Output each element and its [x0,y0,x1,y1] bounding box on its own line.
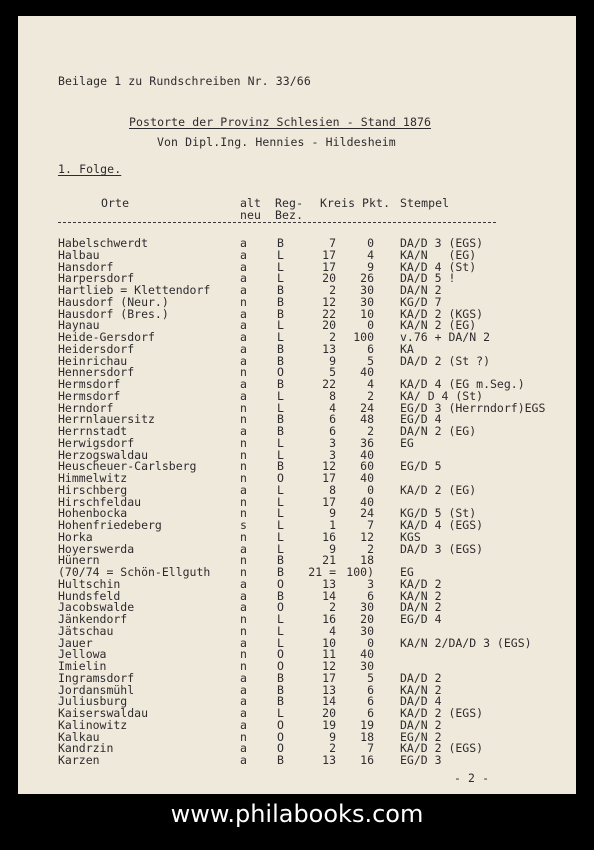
cell-stempel: EG/D 4 [400,612,442,626]
cell-ort: Imielin [58,659,107,673]
cell-alt: a [240,424,247,438]
cell-kreis: 22 [322,377,336,391]
cell-reg: L [277,388,284,403]
cell-pkt: 30 [360,294,374,309]
cell-stempel: DA/D 4 [400,694,442,709]
cell-alt: a [240,377,247,391]
cell-reg: B [277,306,284,321]
cell-ort: Herndorf [58,400,114,415]
cell-pkt: 40 [360,365,374,380]
cell-pkt: 6 [367,341,374,356]
cell-pkt: 0 [367,236,374,250]
cell-ort: Kandrzin [58,741,114,756]
cell-stempel: KGS [400,529,421,544]
cell-stempel: KA/ D 4 (St) [400,388,484,403]
cell-alt: n [240,647,247,662]
cell-stempel: KA/N 2 (EG) [400,318,477,333]
cell-ort: Jellowa [58,647,107,662]
cell-stempel: KA/D 2 (EGS) [400,741,484,756]
cell-ort: Hansdorf [58,259,114,274]
cell-reg: B [277,553,284,568]
cell-kreis: 3 [329,435,336,450]
cell-kreis: 11 [322,647,336,662]
cell-pkt: 0 [367,318,374,333]
cell-pkt: 5 [367,353,374,368]
col-header-pkt: Pkt. [362,196,391,210]
cell-alt: a [240,753,247,767]
cell-stempel: EG/D 4 [400,412,442,427]
watermark: www.philabooks.com [170,800,424,828]
cell-reg: O [277,647,284,662]
cell-kreis: 10 [322,635,336,650]
cell-stempel: KA/N 2 [400,682,442,697]
cell-ort: Halbau [58,247,100,262]
cell-alt: n [240,529,247,544]
cell-alt: n [240,400,247,415]
col-header-orte: Orte [101,196,130,210]
cell-pkt: 60 [360,459,374,474]
cell-kreis: 20 [322,706,336,720]
cell-alt: a [240,318,247,333]
cell-pkt: 0 [367,482,374,497]
cell-pkt: 40 [360,494,374,509]
cell-kreis: 21 = [308,565,336,579]
cell-alt: a [240,706,247,720]
cell-stempel: DA/D 5 ! [400,271,456,286]
cell-kreis: 1 [329,518,336,532]
cell-kreis: 16 [322,529,336,544]
cell-kreis: 17 [322,670,336,685]
cell-reg: O [277,365,284,380]
cell-stempel: KA [400,341,414,356]
cell-pkt: 16 [360,753,374,767]
cell-ort: Heuscheuer-Carlsberg [58,459,197,474]
cell-reg: L [277,435,284,450]
cell-stempel: KA/N (EG) [400,247,477,262]
cell-stempel: KA/D 2 (KGS) [400,306,484,321]
cell-reg: L [277,635,284,650]
cell-kreis: 20 [322,318,336,333]
cell-reg: O [277,600,284,615]
cell-pkt: 40 [360,647,374,662]
beilage-line: Beilage 1 zu Rundschreiben Nr. 33/66 [58,74,311,88]
cell-reg: O [277,717,284,732]
cell-ort: Herzogswaldau [58,447,149,462]
page-number: - 2 - [454,771,490,785]
cell-ort: Jacobswalde [58,600,135,615]
cell-kreis: 4 [329,400,336,415]
cell-pkt: 3 [367,576,374,591]
cell-ort: Hoyerswerda [58,541,135,556]
col-header-stempel: Stempel [400,196,450,210]
cell-kreis: 9 [329,729,336,744]
cell-reg: B [277,377,284,391]
cell-alt: a [240,247,247,262]
cell-pkt: 30 [360,659,374,673]
cell-pkt: 26 [360,271,374,286]
cell-alt: a [240,682,247,697]
cell-alt: a [240,271,247,286]
cell-alt: n [240,659,247,673]
cell-pkt: 7 [367,518,374,532]
cell-reg: L [277,494,284,509]
cell-pkt: 40 [360,447,374,462]
cell-stempel: EG/D 3 [400,753,442,767]
cell-kreis: 13 [322,682,336,697]
cell-pkt: 2 [367,388,374,403]
col-header-alt: alt [240,196,262,210]
cell-pkt: 10 [360,306,374,321]
cell-stempel: KA/D 2 [400,576,442,591]
cell-ort: Heide-Gersdorf [58,330,155,344]
cell-reg: B [277,588,284,603]
cell-reg: L [277,318,284,333]
cell-kreis: 13 [322,753,336,767]
cell-ort: Jänkendorf [58,612,128,626]
cell-alt: n [240,612,247,626]
cell-kreis: 17 [322,247,336,262]
cell-ort: Herrnstadt [58,424,128,438]
cell-reg: L [277,623,284,638]
cell-stempel: KA/N 2/DA/D 3 (EGS) [400,635,532,650]
cell-pkt: 40 [360,471,374,485]
cell-stempel: DA/N 2 [400,717,442,732]
cell-alt: n [240,623,247,638]
cell-reg: B [277,283,284,297]
cell-alt: a [240,306,247,321]
cell-ort: Habelschwerdt [58,236,149,250]
cell-kreis: 16 [322,612,336,626]
cell-kreis: 5 [329,365,336,380]
cell-ort: Hirschberg [58,482,128,497]
cell-kreis: 2 [329,330,336,344]
cell-pkt: 6 [367,588,374,603]
cell-stempel: EG/D 5 [400,459,442,474]
cell-reg: L [277,506,284,521]
cell-stempel: EG [400,565,414,579]
col-header-kreis: Kreis [320,196,356,210]
cell-alt: a [240,694,247,709]
cell-alt: n [240,494,247,509]
cell-reg: L [277,330,284,344]
cell-reg: B [277,459,284,474]
cell-reg: B [277,753,284,767]
cell-kreis: 9 [329,353,336,368]
cell-kreis: 14 [322,694,336,709]
cell-kreis: 12 [322,459,336,474]
cell-kreis: 2 [329,600,336,615]
cell-stempel: DA/D 2 (St ?) [400,353,491,368]
cell-pkt: 30 [360,623,374,638]
cell-reg: B [277,412,284,427]
cell-pkt: 2 [367,424,374,438]
cell-alt: n [240,447,247,462]
cell-alt: a [240,341,247,356]
header-divider [58,222,496,223]
cell-alt: a [240,388,247,403]
cell-ort: Hermsdorf [58,377,121,391]
cell-stempel: KA/D 2 (EG) [400,482,477,497]
cell-reg: O [277,471,284,485]
cell-kreis: 9 [329,506,336,521]
cell-kreis: 20 [322,271,336,286]
cell-ort: Juliusburg [58,694,128,709]
cell-alt: n [240,435,247,450]
cell-alt: n [240,565,247,579]
cell-reg: B [277,353,284,368]
cell-ort: Kalinowitz [58,717,128,732]
cell-kreis: 17 [322,259,336,274]
cell-alt: n [240,294,247,309]
cell-kreis: 8 [329,388,336,403]
col-header-reg: Reg- [275,196,304,210]
cell-reg: L [277,541,284,556]
author-line: Von Dipl.Ing. Hennies - Hildesheim [157,135,396,149]
cell-pkt: 100) [346,565,374,579]
cell-ort: Himmelwitz [58,471,128,485]
cell-kreis: 6 [329,424,336,438]
cell-stempel: KA/D 4 (EGS) [400,518,484,532]
cell-pkt: 4 [367,377,374,391]
cell-ort: Heidersdorf [58,341,135,356]
cell-pkt: 30 [360,283,374,297]
cell-pkt: 2 [367,541,374,556]
cell-pkt: 4 [367,247,374,262]
cell-reg: L [277,518,284,532]
cell-alt: n [240,459,247,474]
cell-stempel: DA/D 3 (EGS) [400,236,484,250]
cell-alt: n [240,412,247,427]
cell-alt: a [240,588,247,603]
cell-stempel: KA/D 2 (EGS) [400,706,484,720]
cell-ort: Hultschin [58,576,121,591]
cell-kreis: 21 [322,553,336,568]
cell-alt: n [240,365,247,380]
cell-reg: L [277,447,284,462]
cell-alt: n [240,506,247,521]
cell-ort: Hennersdorf [58,365,135,380]
cell-alt: a [240,541,247,556]
col-header-bez: Bez. [275,208,304,222]
cell-reg: L [277,259,284,274]
cell-stempel: EG/D 3 (Herrndorf)EGS [400,400,546,415]
cell-pkt: 6 [367,694,374,709]
cell-alt: a [240,482,247,497]
cell-reg: B [277,424,284,438]
cell-reg: L [277,529,284,544]
cell-pkt: 6 [367,682,374,697]
cell-reg: B [277,682,284,697]
cell-stempel: KG/D 7 [400,294,442,309]
cell-ort: Hartlieb = Klettendorf [58,283,211,297]
cell-pkt: 5 [367,670,374,685]
cell-ort: Jätschau [58,623,114,638]
cell-alt: a [240,330,247,344]
cell-kreis: 9 [329,541,336,556]
cell-alt: s [240,518,247,532]
cell-ort: Herrnlauersitz [58,412,155,427]
cell-ort: Horka [58,529,93,544]
cell-ort: Herwigsdorf [58,435,135,450]
cell-pkt: 0 [367,635,374,650]
document-page [18,16,576,794]
cell-kreis: 4 [329,623,336,638]
cell-alt: n [240,471,247,485]
cell-pkt: 24 [360,506,374,521]
cell-kreis: 6 [329,412,336,427]
cell-pkt: 18 [360,553,374,568]
cell-alt: a [240,259,247,274]
table-row [18,755,538,766]
folge-heading: 1. Folge. [58,162,122,176]
cell-alt: a [240,353,247,368]
cell-reg: B [277,670,284,685]
cell-ort: Hundsfeld [58,588,121,603]
cell-reg: O [277,741,284,756]
cell-kreis: 14 [322,588,336,603]
cell-reg: B [277,565,284,579]
cell-kreis: 13 [322,341,336,356]
cell-reg: L [277,706,284,720]
cell-alt: a [240,236,247,250]
cell-stempel: KA/D 4 (EG m.Seg.) [400,377,525,391]
cell-stempel: DA/N 2 [400,600,442,615]
cell-ort: Jordansmühl [58,682,135,697]
cell-ort: Hohenfriedeberg [58,518,162,532]
cell-alt: n [240,553,247,568]
cell-pkt: 18 [360,729,374,744]
cell-ort: Heinrichau [58,353,128,368]
cell-reg: B [277,341,284,356]
cell-pkt: 20 [360,612,374,626]
cell-stempel: EG [400,435,414,450]
cell-alt: a [240,283,247,297]
cell-ort: Harpersdorf [58,271,135,286]
cell-stempel: DA/D 2 [400,670,442,685]
cell-kreis: 17 [322,471,336,485]
cell-ort: Hirschfeldau [58,494,142,509]
cell-alt: a [240,576,247,591]
cell-reg: B [277,294,284,309]
cell-pkt: 48 [360,412,374,427]
cell-kreis: 12 [322,294,336,309]
cell-ort: Karzen [58,753,100,767]
cell-stempel: KA/N 2 [400,588,442,603]
cell-reg: L [277,482,284,497]
cell-stempel: EG/N 2 [400,729,442,744]
cell-reg: L [277,271,284,286]
cell-ort: Kaiserswaldau [58,706,149,720]
cell-reg: L [277,612,284,626]
cell-kreis: 17 [322,494,336,509]
cell-kreis: 22 [322,306,336,321]
cell-kreis: 3 [329,447,336,462]
cell-stempel: v.76 + DA/N 2 [400,330,491,344]
cell-pkt: 19 [360,717,374,732]
cell-ort: (70/74 = Schön-Ellguth [58,565,211,579]
cell-ort: Hausdorf (Bres.) [58,306,169,321]
cell-kreis: 7 [329,236,336,250]
cell-alt: n [240,729,247,744]
cell-kreis: 2 [329,283,336,297]
cell-ort: Ingramsdorf [58,670,135,685]
cell-alt: a [240,600,247,615]
cell-stempel: KA/D 4 (St) [400,259,477,274]
cell-pkt: 7 [367,741,374,756]
cell-ort: Haynau [58,318,100,333]
cell-reg: B [277,236,284,250]
document-title: Postorte der Provinz Schlesien - Stand 1876 [129,115,432,129]
cell-ort: Hermsdorf [58,388,121,403]
cell-alt: a [240,635,247,650]
cell-stempel: KG/D 5 (St) [400,506,477,521]
cell-stempel: DA/N 2 (EG) [400,424,477,438]
cell-pkt: 9 [367,259,374,274]
cell-pkt: 24 [360,400,374,415]
cell-reg: O [277,659,284,673]
cell-pkt: 30 [360,600,374,615]
cell-ort: Hohenbocka [58,506,128,521]
cell-alt: a [240,670,247,685]
cell-reg: O [277,576,284,591]
cell-kreis: 2 [329,741,336,756]
cell-pkt: 36 [360,435,374,450]
cell-reg: O [277,729,284,744]
cell-kreis: 12 [322,659,336,673]
col-header-neu: neu [240,208,262,222]
cell-alt: a [240,741,247,756]
cell-ort: Hünern [58,553,100,568]
cell-ort: Hausdorf (Neur.) [58,294,169,309]
cell-ort: Kalkau [58,729,100,744]
cell-reg: B [277,694,284,709]
cell-stempel: DA/N 2 [400,283,442,297]
cell-kreis: 8 [329,482,336,497]
cell-pkt: 100 [353,330,374,344]
cell-pkt: 6 [367,706,374,720]
cell-reg: L [277,247,284,262]
cell-ort: Jauer [58,635,93,650]
cell-kreis: 13 [322,576,336,591]
cell-stempel: DA/D 3 (EGS) [400,541,484,556]
cell-reg: L [277,400,284,415]
cell-alt: a [240,717,247,732]
cell-kreis: 19 [322,717,336,732]
cell-pkt: 12 [360,529,374,544]
